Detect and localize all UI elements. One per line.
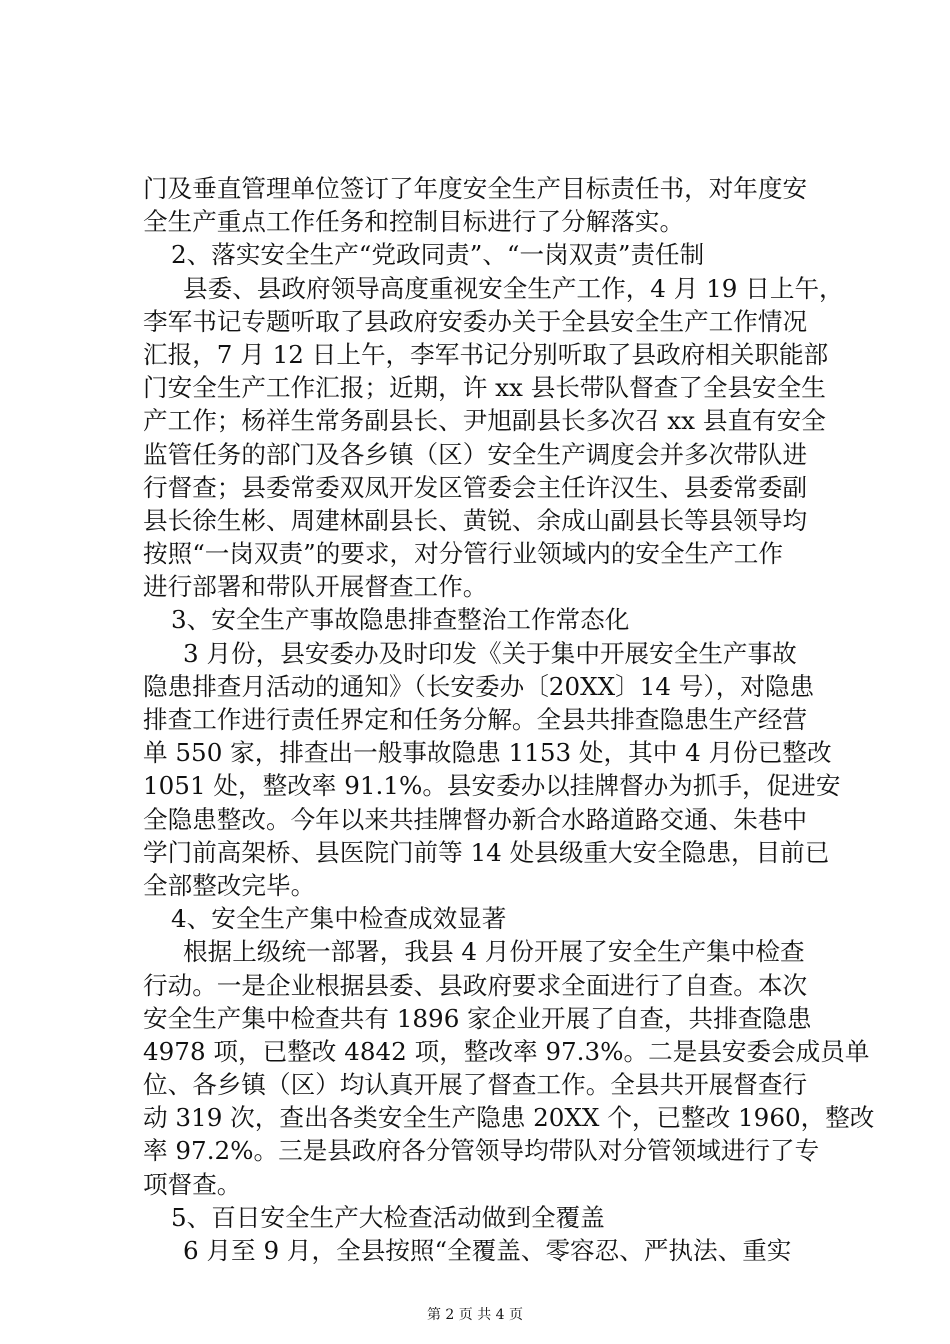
text-line: 排查工作进行责任界定和任务分解。全县共排查隐患生产经营 (143, 705, 808, 734)
text-line: 产工作；杨祥生常务副县长、尹旭副县长多次召 xx 县直有安全 (143, 406, 826, 436)
text-line: 隐患排查月活动的通知》（长安委办〔20XX〕14 号），对隐患 (143, 671, 815, 701)
text-line: 1051 处，整改率 91.1%。县安委办以挂牌督办为抓手，促进安 (143, 771, 841, 801)
section-heading: 4、安全生产集中检查成效显著 (171, 904, 507, 934)
text-line: 门及垂直管理单位签订了年度安全生产目标责任书，对年度安 (143, 174, 808, 203)
text-line: 全隐患整改。今年以来共挂牌督办新合水路道路交通、朱巷中 (143, 804, 808, 834)
text-line: 位、各乡镇（区）均认真开展了督查工作。全县共开展督查行 (143, 1070, 808, 1100)
text-line: 4978 项，已整改 4842 项，整改率 97.3%。二是县安委会成员单 (143, 1036, 870, 1066)
text-line: 3 月份，县安委办及时印发《关于集中开展安全生产事故 (183, 638, 797, 668)
text-line: 李军书记专题听取了县政府安委办关于全县安全生产工作情况 (143, 306, 808, 336)
text-line: 学门前高架桥、县医院门前等 14 处县级重大安全隐患，目前已 (143, 837, 830, 867)
text-line: 县长徐生彬、周建林副县长、黄锐、余成山副县长等县领导均 (143, 505, 808, 535)
text-line: 行督查；县委常委双凤开发区管委会主任许汉生、县委常委副 (143, 472, 808, 502)
section-heading: 3、安全生产事故隐患排查整治工作常态化 (171, 605, 630, 635)
text-line: 单 550 家，排查出一般事故隐患 1153 处，其中 4 月份已整改 (143, 738, 832, 768)
text-line: 项督查。 (143, 1169, 242, 1199)
section-heading: 2、落实安全生产“党政同责”、“一岗双责”责任制 (171, 240, 705, 270)
text-line: 动 319 次，查出各类安全生产隐患 20XX 个，已整改 1960，整改 (143, 1103, 875, 1133)
text-line: 全部整改完毕。 (143, 870, 316, 900)
text-line: 根据上级统一部署，我县 4 月份开展了安全生产集中检查 (183, 937, 805, 967)
text-line: 率 97.2%。三是县政府各分管领导均带队对分管领域进行了专 (143, 1136, 820, 1166)
text-line: 县委、县政府领导高度重视安全生产工作，4 月 19 日上午， (183, 273, 844, 303)
text-line: 进行部署和带队开展督查工作。 (143, 572, 488, 602)
text-line: 行动。一是企业根据县委、县政府要求全面进行了自查。本次 (143, 970, 808, 1000)
document-body (143, 172, 875, 1267)
section-heading: 5、百日安全生产大检查活动做到全覆盖 (171, 1202, 605, 1232)
page-footer: 第 2 页 共 4 页 (426, 1307, 524, 1323)
text-line: 全生产重点工作任务和控制目标进行了分解落实。 (143, 207, 685, 237)
text-line: 6 月至 9 月，全县按照“全覆盖、零容忍、严执法、重实 (183, 1236, 792, 1265)
text-line: 按照“一岗双责”的要求，对分管行业领域内的安全生产工作 (143, 539, 783, 569)
text-line: 监管任务的部门及各乡镇（区）安全生产调度会并多次带队进 (143, 439, 808, 469)
text-line: 安全生产集中检查共有 1896 家企业开展了自查，共排查隐患 (143, 1003, 812, 1033)
text-line: 门安全生产工作汇报；近期，许 xx 县长带队督查了全县安全生 (143, 373, 826, 403)
text-line: 汇报，7 月 12 日上午，李军书记分别听取了县政府相关职能部 (143, 339, 829, 369)
